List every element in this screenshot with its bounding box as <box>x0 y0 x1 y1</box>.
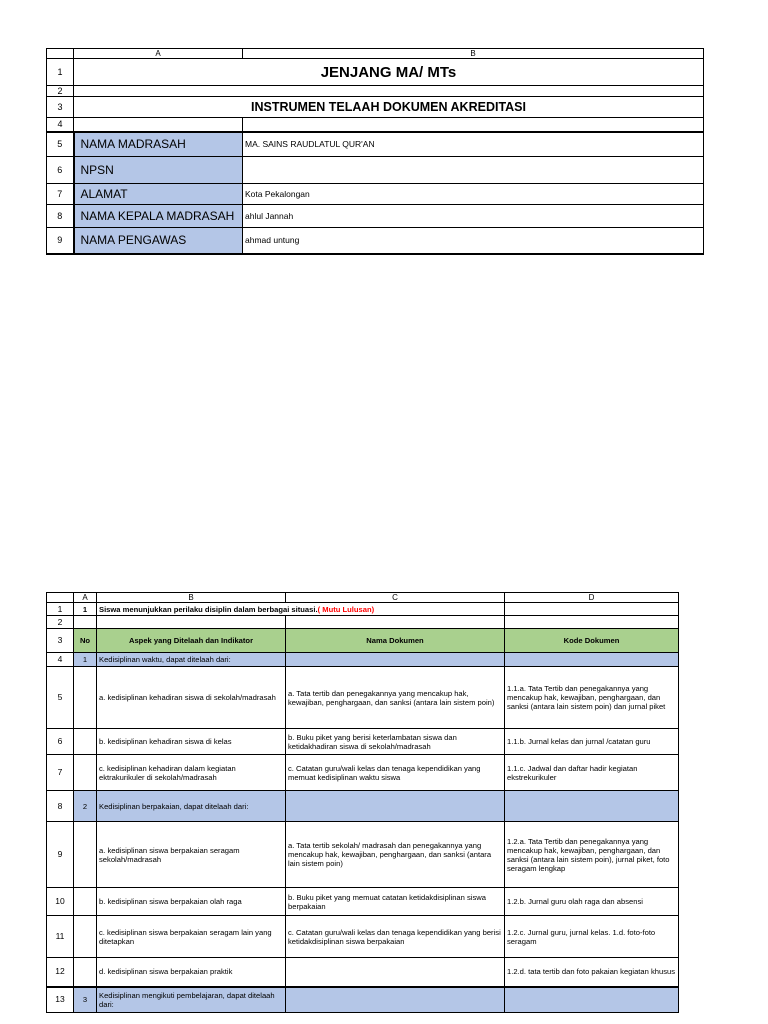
item-number[interactable] <box>74 667 97 729</box>
document-name-cell[interactable] <box>286 958 505 987</box>
empty-cell[interactable] <box>505 616 679 629</box>
section-number[interactable]: 1 <box>74 653 97 667</box>
empty-cell[interactable] <box>243 118 704 132</box>
section-title[interactable]: Kedisiplinan waktu, dapat ditelaah dari: <box>97 653 286 667</box>
indicator-cell[interactable]: c. kedisiplinan kehadiran dalam kegiatan ektrakurikuler di sekolah/madrasah <box>97 755 286 791</box>
section-number[interactable]: 3 <box>74 987 97 1013</box>
field-value-madrasah[interactable]: MA. SAINS RAUDLATUL QUR'AN <box>243 132 704 157</box>
row-number[interactable]: 10 <box>47 888 74 916</box>
empty-cell[interactable] <box>505 603 679 616</box>
section-row <box>47 653 679 667</box>
row-number[interactable]: 1 <box>47 603 74 616</box>
document-code-cell[interactable]: 1.2.d. tata tertib dan foto pakaian kegiatan khusus <box>505 958 679 987</box>
column-header-b[interactable]: B <box>243 49 704 59</box>
item-number[interactable] <box>74 888 97 916</box>
table-row <box>47 888 679 916</box>
field-label-principal[interactable]: NAMA KEPALA MADRASAH <box>74 205 243 228</box>
table-row <box>47 755 679 791</box>
section-document-code[interactable] <box>505 987 679 1013</box>
standard-category-tag: ( Mutu Lulusan) <box>317 604 375 614</box>
table-row <box>47 916 679 958</box>
row-number[interactable]: 6 <box>47 729 74 755</box>
document-code-cell[interactable]: 1.1.a. Tata Tertib dan penegakannya yang mencakup hak, kewajiban, penghargaan, dan sanksi (antara lain sistem poin) dan jurnal piket <box>505 667 679 729</box>
row-number[interactable]: 3 <box>47 629 74 653</box>
row-number[interactable]: 4 <box>47 118 74 132</box>
section-document-code[interactable] <box>505 653 679 667</box>
field-value-principal[interactable]: ahlul Jannah <box>243 205 704 228</box>
row-number[interactable]: 5 <box>47 132 74 157</box>
corner-cell[interactable] <box>47 593 74 603</box>
sheet-row <box>47 184 704 205</box>
item-number[interactable] <box>74 958 97 987</box>
table-row <box>47 822 679 888</box>
document-name-cell[interactable]: c. Catatan guru/wali kelas dan tenaga kependidikan yang berisi ketidakdisiplinan siswa berpakaian <box>286 916 505 958</box>
section-document-name[interactable] <box>286 653 505 667</box>
sheet-row <box>47 86 704 97</box>
document-name-cell[interactable]: b. Buku piket yang berisi keterlambatan siswa dan ketidakhadiran siswa di sekolah/madrasah <box>286 729 505 755</box>
field-value-supervisor[interactable]: ahmad untung <box>243 228 704 254</box>
sheet-row <box>47 603 679 616</box>
identity-sheet <box>46 48 704 255</box>
header-no[interactable]: No <box>74 629 97 653</box>
section-document-name[interactable] <box>286 987 505 1013</box>
document-review-sheet <box>46 592 679 1013</box>
column-header-c[interactable]: C <box>286 593 505 603</box>
row-number[interactable]: 8 <box>47 205 74 228</box>
document-name-cell[interactable]: b. Buku piket yang memuat catatan ketidakdisiplinan siswa berpakaian <box>286 888 505 916</box>
empty-cell[interactable] <box>286 616 505 629</box>
header-document-name[interactable]: Nama Dokumen <box>286 629 505 653</box>
standard-statement[interactable] <box>97 603 505 616</box>
section-number[interactable]: 2 <box>74 791 97 822</box>
field-label-address[interactable]: ALAMAT <box>74 184 243 205</box>
row-number[interactable]: 5 <box>47 667 74 729</box>
indicator-cell[interactable]: d. kedisiplinan siswa berpakaian praktik <box>97 958 286 987</box>
section-document-code[interactable] <box>505 791 679 822</box>
section-title[interactable]: Kedisiplinan mengikuti pembelajaran, dapat ditelaah dari: <box>97 987 286 1013</box>
document-code-cell[interactable]: 1.1.b. Jurnal kelas dan jurnal /catatan guru <box>505 729 679 755</box>
column-header-d[interactable]: D <box>505 593 679 603</box>
document-code-cell[interactable]: 1.1.c. Jadwal dan daftar hadir kegiatan ekstrekurikuler <box>505 755 679 791</box>
row-number[interactable]: 3 <box>47 97 74 118</box>
sheet-row <box>47 132 704 157</box>
item-number[interactable] <box>74 729 97 755</box>
row-number[interactable]: 1 <box>47 59 74 86</box>
row-number[interactable]: 9 <box>47 228 74 254</box>
item-number[interactable] <box>74 822 97 888</box>
section-document-name[interactable] <box>286 791 505 822</box>
indicator-cell[interactable]: a. kedisiplinan siswa berpakaian seragam sekolah/madrasah <box>97 822 286 888</box>
row-number[interactable]: 6 <box>47 157 74 184</box>
document-title[interactable]: INSTRUMEN TELAAH DOKUMEN AKREDITASI <box>74 97 704 118</box>
section-row <box>47 791 679 822</box>
row-number[interactable]: 9 <box>47 822 74 888</box>
row-number[interactable]: 7 <box>47 184 74 205</box>
row-number[interactable]: 2 <box>47 86 74 97</box>
column-header-row <box>47 593 679 603</box>
sheet-row <box>47 228 704 254</box>
document-level-title[interactable]: JENJANG MA/ MTs <box>74 59 704 86</box>
table-row <box>47 667 679 729</box>
document-name-cell[interactable]: a. Tata tertib sekolah/ madrasah dan penegakannya yang mencakup hak, kewajiban, penghargaan, dan sanksi (antara lain sistem poin) <box>286 822 505 888</box>
row-number[interactable]: 4 <box>47 653 74 667</box>
field-label-npsn[interactable]: NPSN <box>74 157 243 184</box>
document-code-cell[interactable]: 1.2.b. Jurnal guru olah raga dan absensi <box>505 888 679 916</box>
document-code-cell[interactable]: 1.2.a. Tata Tertib dan penegakannya yang mencakup hak, kewajiban, penghargaan, dan sanksi (antara lain sistem poin), jurnal piket, foto seragam lengkap <box>505 822 679 888</box>
table-row <box>47 958 679 987</box>
row-number[interactable]: 13 <box>47 987 74 1013</box>
document-name-cell[interactable]: a. Tata tertib dan penegakannya yang mencakup hak, kewajiban, penghargaan, dan sanksi (antara lain sistem poin) <box>286 667 505 729</box>
row-number[interactable]: 12 <box>47 958 74 987</box>
sheet-row <box>47 616 679 629</box>
standard-statement-text: Siswa menunjukkan perilaku disiplin dalam berbagai situasi. <box>99 604 318 614</box>
column-header-b[interactable]: B <box>97 593 286 603</box>
document-code-cell[interactable]: 1.2.c. Jurnal guru, jurnal kelas. 1.d. foto-foto seragam <box>505 916 679 958</box>
row-number[interactable]: 11 <box>47 916 74 958</box>
sheet-row <box>47 97 704 118</box>
standard-number[interactable]: 1 <box>74 603 97 616</box>
row-number[interactable]: 2 <box>47 616 74 629</box>
table-header-row <box>47 629 679 653</box>
item-number[interactable] <box>74 916 97 958</box>
indicator-cell[interactable]: a. kedisiplinan kehadiran siswa di sekolah/madrasah <box>97 667 286 729</box>
row-number[interactable]: 7 <box>47 755 74 791</box>
empty-cell[interactable] <box>74 616 97 629</box>
field-label-madrasah[interactable]: NAMA MADRASAH <box>74 132 243 157</box>
indicator-cell[interactable]: b. kedisiplinan siswa berpakaian olah raga <box>97 888 286 916</box>
column-header-a[interactable]: A <box>74 49 243 59</box>
indicator-cell[interactable]: b. kedisiplinan kehadiran siswa di kelas <box>97 729 286 755</box>
empty-cell[interactable] <box>74 86 704 97</box>
corner-cell[interactable] <box>47 49 74 59</box>
section-title[interactable]: Kedisiplinan berpakaian, dapat ditelaah dari: <box>97 791 286 822</box>
field-value-address[interactable]: Kota Pekalongan <box>243 184 704 205</box>
sheet-row <box>47 59 704 86</box>
field-label-supervisor[interactable]: NAMA PENGAWAS <box>74 228 243 254</box>
row-number[interactable]: 8 <box>47 791 74 822</box>
indicator-cell[interactable]: c. kedisiplinan siswa berpakaian seragam lain yang ditetapkan <box>97 916 286 958</box>
header-aspect[interactable]: Aspek yang Ditelaah dan Indikator <box>97 629 286 653</box>
item-number[interactable] <box>74 755 97 791</box>
field-value-npsn[interactable] <box>243 157 704 184</box>
sheet-row <box>47 118 704 132</box>
column-header-a[interactable]: A <box>74 593 97 603</box>
empty-cell[interactable] <box>97 616 286 629</box>
table-row <box>47 729 679 755</box>
sheet-row <box>47 157 704 184</box>
sheet-row <box>47 205 704 228</box>
document-name-cell[interactable]: c. Catatan guru/wali kelas dan tenaga kependidikan yang memuat kedisiplinan waktu siswa <box>286 755 505 791</box>
column-header-row <box>47 49 704 59</box>
section-row <box>47 987 679 1013</box>
empty-cell[interactable] <box>74 118 243 132</box>
header-document-code[interactable]: Kode Dokumen <box>505 629 679 653</box>
